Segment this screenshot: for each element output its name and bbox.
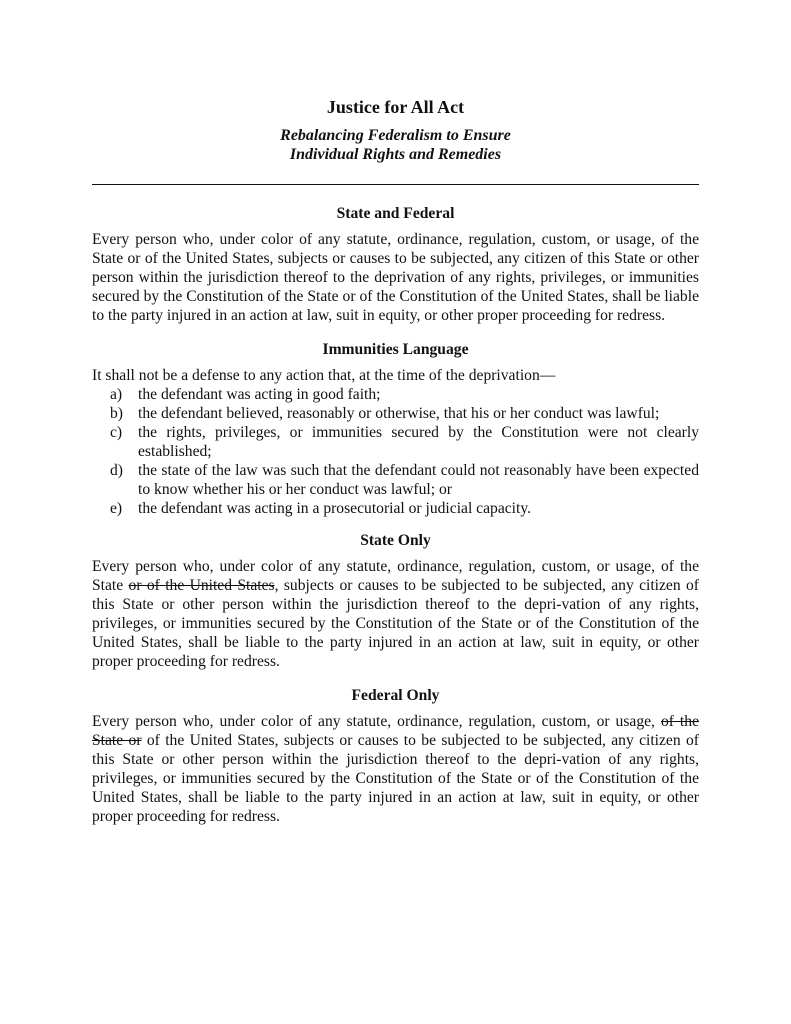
list-item [110, 499, 699, 518]
paragraph-text-before: Every person who, under color of any statute, ordinance, regulation, custom, or usage, of the State [92, 558, 699, 594]
paragraph-text-before: Every person who, under color of any statute, ordinance, regulation, custom, or usage, [92, 713, 661, 730]
list-marker: d) [110, 462, 123, 479]
section-immunities-language [92, 340, 699, 518]
document-title: Justice for All Act [326, 97, 465, 117]
list-marker: a) [110, 386, 123, 403]
section-intro: It shall not be a defense to any action that, at the time of the deprivation— [92, 367, 556, 384]
section-heading: Immunities Language [322, 341, 469, 358]
list-item-text: the defendant believed, reasonably or otherwise, that his or her conduct was lawful; [138, 405, 660, 422]
list-item-text: the state of the law was such that the defendant could not reasonably have been expected to know whether his or her conduct was lawful; or [138, 462, 699, 498]
section-paragraph [92, 712, 699, 826]
paragraph-text-after: of the United States, subjects or causes to be subjected to be subjected, any citizen of this State or other person within the jurisdiction thereof to the depri-vation of any rights, privileges, or immunities secured by the Constitution of the State or of the Constitution of the United States, shall be liable to the party injured in an action at law, suit in equity, or other proper proceeding for redress. [92, 732, 699, 825]
title-divider [92, 184, 699, 185]
section-paragraph [92, 557, 699, 671]
list-item [110, 461, 699, 499]
section-federal-only [92, 686, 699, 826]
list-item [110, 404, 699, 423]
section-heading: State and Federal [336, 205, 455, 222]
list-marker: e) [110, 500, 123, 517]
list-item-text: the rights, privileges, or immunities secured by the Constitution were not clearly established; [138, 424, 699, 460]
section-state-and-federal [92, 204, 699, 325]
list-item [110, 385, 699, 404]
list-item-text: the defendant was acting in good faith; [138, 386, 381, 403]
document-subtitle-line-1: Rebalancing Federalism to Ensure [280, 127, 511, 144]
document-subtitle-line-2: Individual Rights and Remedies [289, 146, 502, 163]
section-heading: Federal Only [351, 687, 440, 704]
list-item-text: the defendant was acting in a prosecutorial or judicial capacity. [138, 500, 532, 517]
section-state-only [92, 531, 699, 671]
paragraph-text-after: , subjects or causes to be subjected to be subjected, any citizen of this State or other person within the jurisdiction thereof to the depri-vation of any rights, privileges, or immunities secured by the Constitution of the State or of the Constitution of the United States, shall be liable to the party injured in an action at law, suit in equity, or other proper proceeding for redress. [92, 577, 699, 670]
list-marker: c) [110, 424, 123, 441]
struck-text: or of the United States [128, 577, 275, 594]
list-item [110, 423, 699, 461]
list-marker: b) [110, 405, 123, 422]
struck-text: of the State or [92, 713, 699, 749]
section-heading: State Only [360, 532, 431, 549]
defense-list [92, 385, 699, 518]
section-paragraph: Every person who, under color of any statute, ordinance, regulation, custom, or usage, of the State or of the United States, subjects or causes to be subjected, any citizen of this State or other person within the jurisdiction thereof to the deprivation of any rights, privileges, or immunities secured by the Constitution of the State or of the Constitution of the United States, shall be liable to the party injured in an action at law, suit in equity, or other proper proceeding for redress. [92, 231, 699, 324]
